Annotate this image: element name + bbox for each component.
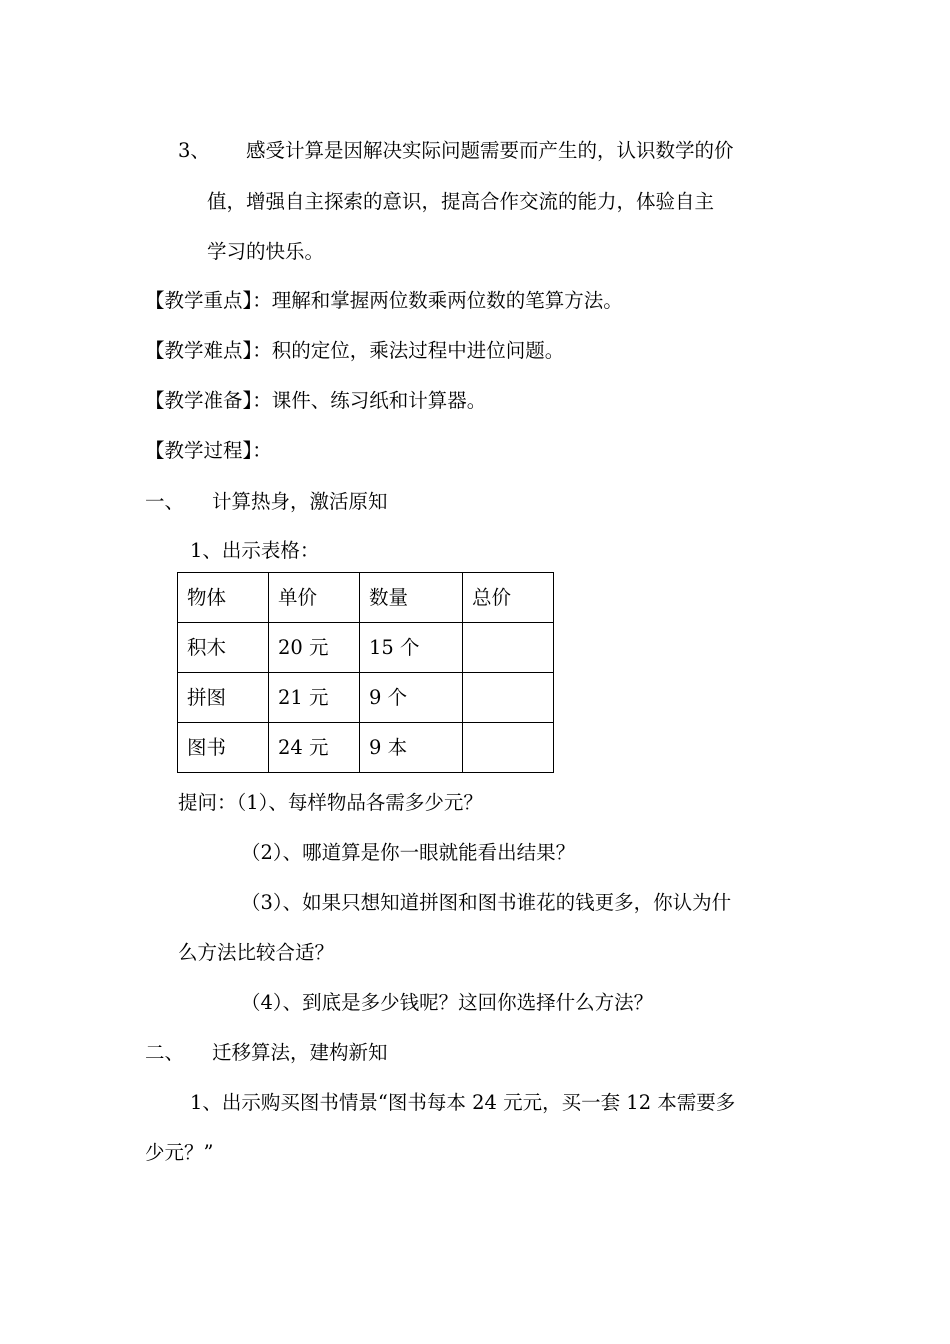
question-4: （4）、到底是多少钱呢？这回你选择什么方法？	[241, 991, 654, 1014]
objective-line-3: 学习的快乐。	[207, 240, 325, 263]
table-cell: 20 元	[269, 623, 360, 673]
question-3-line-2: 么方法比较合适？	[178, 941, 335, 964]
question-3-line-1: （3）、如果只想知道拼图和图书谁花的钱更多，你认为什	[241, 891, 732, 914]
difficulty: 【教学难点】：积的定位，乘法过程中进位问题。	[145, 339, 565, 362]
preparation: 【教学准备】：课件、练习纸和计算器。	[145, 389, 487, 412]
part1-number: 一、	[145, 490, 185, 513]
table-cell: 9 本	[360, 723, 463, 773]
table-cell: 拼图	[178, 673, 269, 723]
table-row	[178, 723, 554, 773]
objective-number: 3、	[178, 139, 210, 162]
question-1: 提问：（1）、每样物品各需多少元？	[178, 791, 483, 814]
process-heading: 【教学过程】：	[145, 439, 272, 462]
price-table	[177, 572, 554, 773]
part2-number: 二、	[145, 1041, 185, 1064]
question-2: （2）、哪道算是你一眼就能看出结果？	[241, 841, 576, 864]
part2-title: 迁移算法，建构新知	[212, 1041, 388, 1064]
table-header-row	[178, 573, 554, 623]
table-cell	[463, 723, 554, 773]
table-cell: 图书	[178, 723, 269, 773]
table-row	[178, 673, 554, 723]
table-cell: 9 个	[360, 673, 463, 723]
table-cell: 积木	[178, 623, 269, 673]
table-cell: 24 元	[269, 723, 360, 773]
table-cell: 15 个	[360, 623, 463, 673]
part2-step1-line-1: 1、出示购买图书情景“图书每本 24 元元，买一套 12 本需要多	[190, 1091, 736, 1114]
objective-line-2: 值，增强自主探索的意识，提高合作交流的能力，体验自主	[207, 190, 715, 213]
table-cell	[463, 623, 554, 673]
part2-step1-line-2: 少元？”	[145, 1141, 214, 1164]
part1-title: 计算热身，激活原知	[212, 490, 388, 513]
table-header-cell: 总价	[463, 573, 554, 623]
table-header-cell: 物体	[178, 573, 269, 623]
table-header-cell: 单价	[269, 573, 360, 623]
table-header-cell: 数量	[360, 573, 463, 623]
table-cell	[463, 673, 554, 723]
part1-step1: 1、出示表格：	[190, 539, 320, 562]
table-cell: 21 元	[269, 673, 360, 723]
objective-line-1: 感受计算是因解决实际问题需要而产生的，认识数学的价	[246, 139, 734, 162]
table-row	[178, 623, 554, 673]
key-point: 【教学重点】：理解和掌握两位数乘两位数的笔算方法。	[145, 289, 623, 312]
